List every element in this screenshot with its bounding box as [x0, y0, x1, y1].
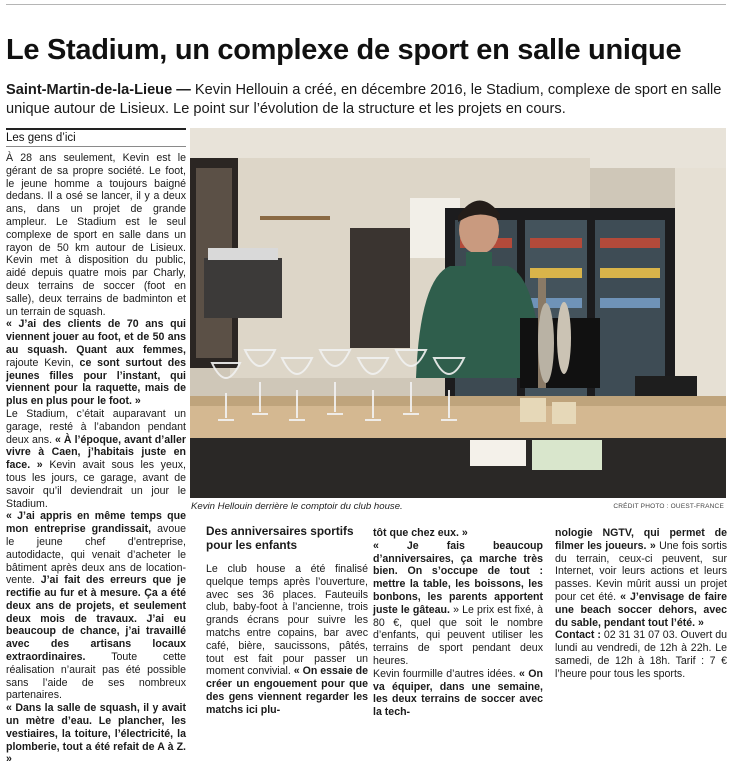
col4-paragraph-1: nologie NGTV, qui permet de filmer les joueurs. » Une fois sortis du terrain, ceux-ci peuvent, sur Internet, voir leurs actions et leurs passes. Kevin mûrit aussi un projet pour cet été. « J’envisage de faire une beach soccer dehors, avec du sable, pendant tout l’été. » — [555, 527, 727, 629]
col1-paragraph-5: « Dans la salle de squash, il y avait un mètre d’eau. Le plancher, les vestiaires, la toiture, l’électricité, la plomberie, tout a été refait de A à Z. » — [6, 702, 186, 766]
contact-label: Contact : — [555, 629, 601, 642]
top-rule — [6, 4, 726, 5]
contact-text: 02 31 31 07 03. Ouvert du lundi au vendredi, de 12h à 22h. Le samedi, de 12h à 18h. Tarif : 7 € l’heure pour tous les sports. — [555, 629, 728, 680]
section-label: Les gens d’ici — [6, 132, 186, 147]
col3-paragraph-3: Kevin fourmille d’autres idées. « On va équiper, dans une semaine, les deux terrains de soccer avec la tech- — [373, 667, 543, 719]
col1-paragraph-2: « J’ai des clients de 70 ans qui viennent jouer au foot, et de 50 ans au squash. Quant aux femmes, rajoute Kevin, ce sont surtout des jeunes filles pour l’instant, qui viennent pour la raquette, mais de plus en plus pour le foot. » — [6, 318, 186, 408]
col1-paragraph-4: « J’ai appris en même temps que mon entreprise grandissait, avoue le jeune chef d’entreprise, autodidacte, qui venait d’acheter le bâtiment après deux ans de location-vente. J’ai fait des erreurs que je rectifie au fur et à mesure. Ça a été deux ans de projets, et seulement deux mois de travaux. J’ai eu beaucoup de chance, j’ai travaillé avec des artisans locaux extraordinaires. Toute cette réalisation n’aurait pas été possible sans l’aide de ses nombreux partenaires. — [6, 510, 186, 702]
column-2 — [206, 563, 368, 717]
lead-text: Kevin Hellouin a créé, en décembre 2016, le Stadium, complexe de sport en salle unique autour de Lisieux. Le point sur l’évolution de la structure et les projets en cours. — [6, 82, 722, 117]
club-house-photo — [190, 128, 726, 498]
subheading: Des anniversaires sportifs pour les enfants — [206, 524, 354, 552]
col3-paragraph-2: « Je fais beaucoup d’anniversaires, ça marche très bien. On s’occupe de tout : mettre la table, les boissons, les bonbons, les parents apportent juste le gâteau. » Le prix est fixé, à 80 €, quel que soit le nombre d’enfants, qui peuvent utiliser les terrains de sport pendant deux heures. — [373, 539, 543, 667]
section-rule — [6, 128, 186, 130]
col1-paragraph-3: Le Stadium, c’était auparavant un garage, resté à l’abandon pendant deux ans. « À l’époque, avant d’aller vivre à Caen, j’habitais juste en face. » Kevin avait sous les yeux, tous les jours, ce garage, avant de savoir qu’il deviendrait un jour le Stadium. — [6, 407, 186, 510]
col1-paragraph-1: À 28 ans seulement, Kevin est le gérant de sa propre société. Le foot, le jeune homme a toujours baigné dedans. Il a osé se lancer, il y a deux ans, dans un projet de grande ampleur. Le Stadium est le seul complexe de sport en salle dans un rayon de 50 km autour de Lisieux. Kevin met à disposition du public, aidé depuis quatre mois par Charly, deux terrains de soccer (foot en salle), deux terrains de badminton et un terrain de squash. — [6, 152, 186, 318]
photo-caption: Kevin Hellouin derrière le comptoir du club house. — [191, 501, 403, 512]
column-3 — [373, 527, 543, 719]
photo-credit: CRÉDIT PHOTO : OUEST-FRANCE — [613, 503, 724, 510]
dateline: Saint-Martin-de-la-Lieue — — [6, 82, 191, 98]
photo-illustration — [190, 128, 726, 498]
col3-paragraph-1: tôt que chez eux. » — [373, 527, 468, 539]
headline: Le Stadium, un complexe de sport en salle unique — [6, 34, 682, 66]
column-1 — [6, 152, 186, 766]
column-4 — [555, 527, 727, 681]
col2-paragraph-1: Le club house a été finalisé quelque temps après l’ouverture, avec ses 36 places. Fauteuils club, baby-foot à l’ancienne, trois grands écrans pour suivre les matchs entre copains, bar avec café, bière, saucissons, pâtés, tout est fait pour passer un moment convivial. « On essaie de créer un engouement pour que des gens viennent regarder les matchs ici plu- — [206, 563, 368, 716]
contact-info — [555, 629, 727, 680]
lead-paragraph — [6, 81, 726, 119]
